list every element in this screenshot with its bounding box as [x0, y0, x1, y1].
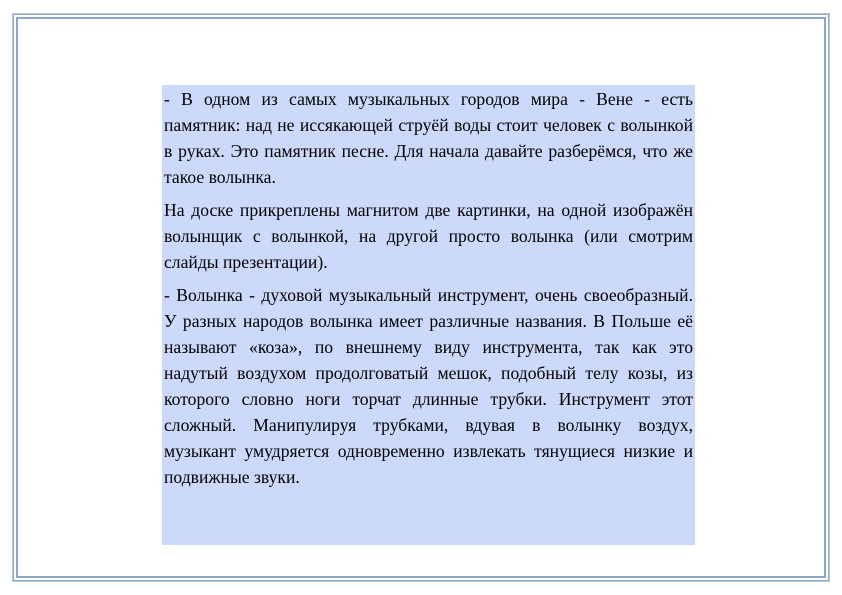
paragraph-board-pictures: На доске прикреплены магнитом две картинки, на одной изображён волынщик с волынкой, на другой просто волынка (или смотрим слайды презентации). — [164, 200, 693, 272]
paragraph-vienna-monument: - В одном из самых музыкальных городов мира - Вене - есть памятник: над не иссякающей струёй воды стоит человек с волынкой в руках. Это памятник песне. Для начала давайте разберёмся, что же такое волынка. — [164, 89, 693, 187]
text-box — [162, 85, 695, 545]
paragraph-bagpipe-description: - Волынка - духовой музыкальный инструмент, очень своеобразный. У разных народов волынка имеет различные названия. В Польше её называют «коза», по внешнему виду инструмента, так как это надутый воздухом продолговатый мешок, подобный телу козы, из которого словно ноги торчат длинные трубки. Инструмент этот сложный. Манипулируя трубками, вдувая в волынку воздух, музыкант умудряется одновременно извлекать тянущиеся низкие и подвижные звуки. — [164, 285, 693, 487]
